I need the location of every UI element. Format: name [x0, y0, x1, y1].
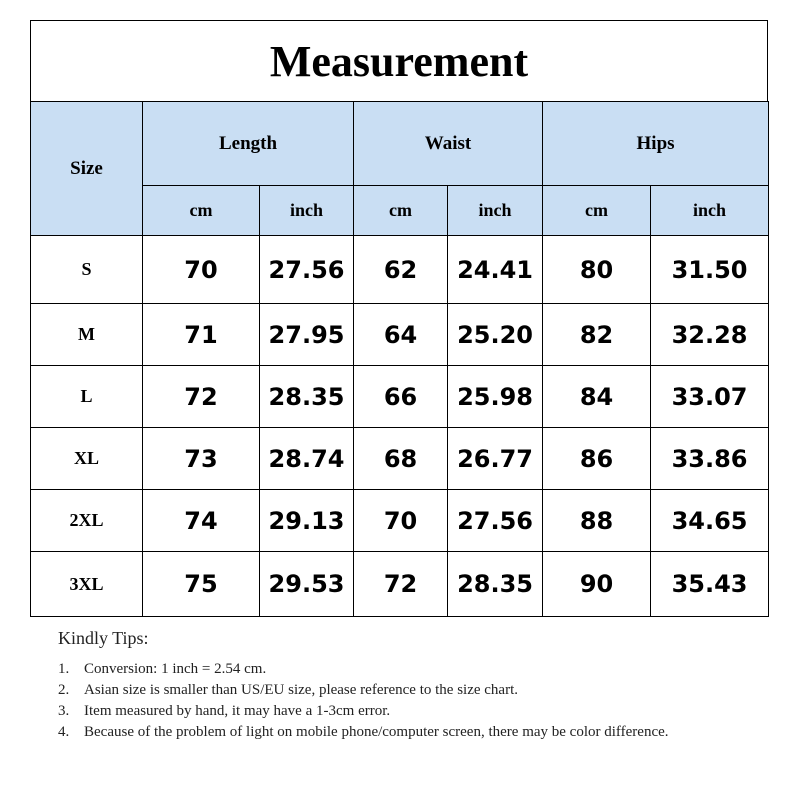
- table-cell: 70: [143, 236, 260, 304]
- unit-header: inch: [448, 186, 543, 236]
- measurement-sheet: [30, 20, 768, 617]
- kindly-tips: [58, 628, 758, 743]
- table-cell: 26.77: [448, 428, 543, 490]
- tips-title: Kindly Tips:: [58, 628, 149, 648]
- tip-text: Asian size is smaller than US/EU size, please reference to the size chart.: [84, 682, 518, 698]
- list-item: [58, 659, 758, 680]
- page-title: Measurement: [30, 20, 768, 101]
- unit-header: inch: [651, 186, 769, 236]
- unit-header: cm: [543, 186, 651, 236]
- size-label: S: [31, 236, 143, 304]
- table-cell: 66: [354, 366, 448, 428]
- list-item: [58, 701, 758, 722]
- tip-text: Item measured by hand, it may have a 1-3cm error.: [84, 703, 391, 719]
- table-cell: 33.86: [651, 428, 769, 490]
- table-cell: 32.28: [651, 304, 769, 366]
- table-cell: 90: [543, 552, 651, 617]
- tip-number: 4.: [58, 724, 70, 740]
- size-label: 2XL: [31, 490, 143, 552]
- unit-header: cm: [143, 186, 260, 236]
- size-label: M: [31, 304, 143, 366]
- table-cell: 74: [143, 490, 260, 552]
- table-row: [31, 490, 769, 552]
- length-header: Length: [143, 102, 354, 186]
- size-label: 3XL: [31, 552, 143, 617]
- table-cell: 62: [354, 236, 448, 304]
- table-cell: 31.50: [651, 236, 769, 304]
- table-cell: 82: [543, 304, 651, 366]
- table-cell: 84: [543, 366, 651, 428]
- table-cell: 80: [543, 236, 651, 304]
- tip-number: 1.: [58, 661, 70, 677]
- table-cell: 25.20: [448, 304, 543, 366]
- table-cell: 64: [354, 304, 448, 366]
- table-cell: 70: [354, 490, 448, 552]
- table-cell: 68: [354, 428, 448, 490]
- table-cell: 35.43: [651, 552, 769, 617]
- table-cell: 34.65: [651, 490, 769, 552]
- tip-number: 2.: [58, 682, 70, 698]
- table-cell: 88: [543, 490, 651, 552]
- tip-number: 3.: [58, 703, 70, 719]
- table-cell: 72: [354, 552, 448, 617]
- tip-text: Conversion: 1 inch = 2.54 cm.: [84, 661, 267, 677]
- table-cell: 75: [143, 552, 260, 617]
- table-cell: 29.13: [260, 490, 354, 552]
- table-row: [31, 366, 769, 428]
- size-header: Size: [31, 102, 143, 236]
- hips-header: Hips: [543, 102, 769, 186]
- table-row: [31, 236, 769, 304]
- table-cell: 73: [143, 428, 260, 490]
- table-cell: 27.56: [448, 490, 543, 552]
- tip-text: Because of the problem of light on mobile phone/computer screen, there may be color difference.: [84, 724, 669, 740]
- table-row: [31, 428, 769, 490]
- table-cell: 28.74: [260, 428, 354, 490]
- list-item: [58, 680, 758, 701]
- table-cell: 28.35: [448, 552, 543, 617]
- table-cell: 72: [143, 366, 260, 428]
- table-cell: 24.41: [448, 236, 543, 304]
- unit-header: cm: [354, 186, 448, 236]
- size-label: XL: [31, 428, 143, 490]
- table-cell: 86: [543, 428, 651, 490]
- table-cell: 28.35: [260, 366, 354, 428]
- table-cell: 27.95: [260, 304, 354, 366]
- waist-header: Waist: [354, 102, 543, 186]
- list-item: [58, 722, 758, 743]
- tips-list: [58, 659, 758, 743]
- size-label: L: [31, 366, 143, 428]
- table-cell: 71: [143, 304, 260, 366]
- size-table: [30, 101, 769, 617]
- table-cell: 27.56: [260, 236, 354, 304]
- table-cell: 25.98: [448, 366, 543, 428]
- table-row: [31, 304, 769, 366]
- header-row-groups: [31, 102, 769, 186]
- unit-header: inch: [260, 186, 354, 236]
- table-cell: 33.07: [651, 366, 769, 428]
- table-row: [31, 552, 769, 617]
- table-cell: 29.53: [260, 552, 354, 617]
